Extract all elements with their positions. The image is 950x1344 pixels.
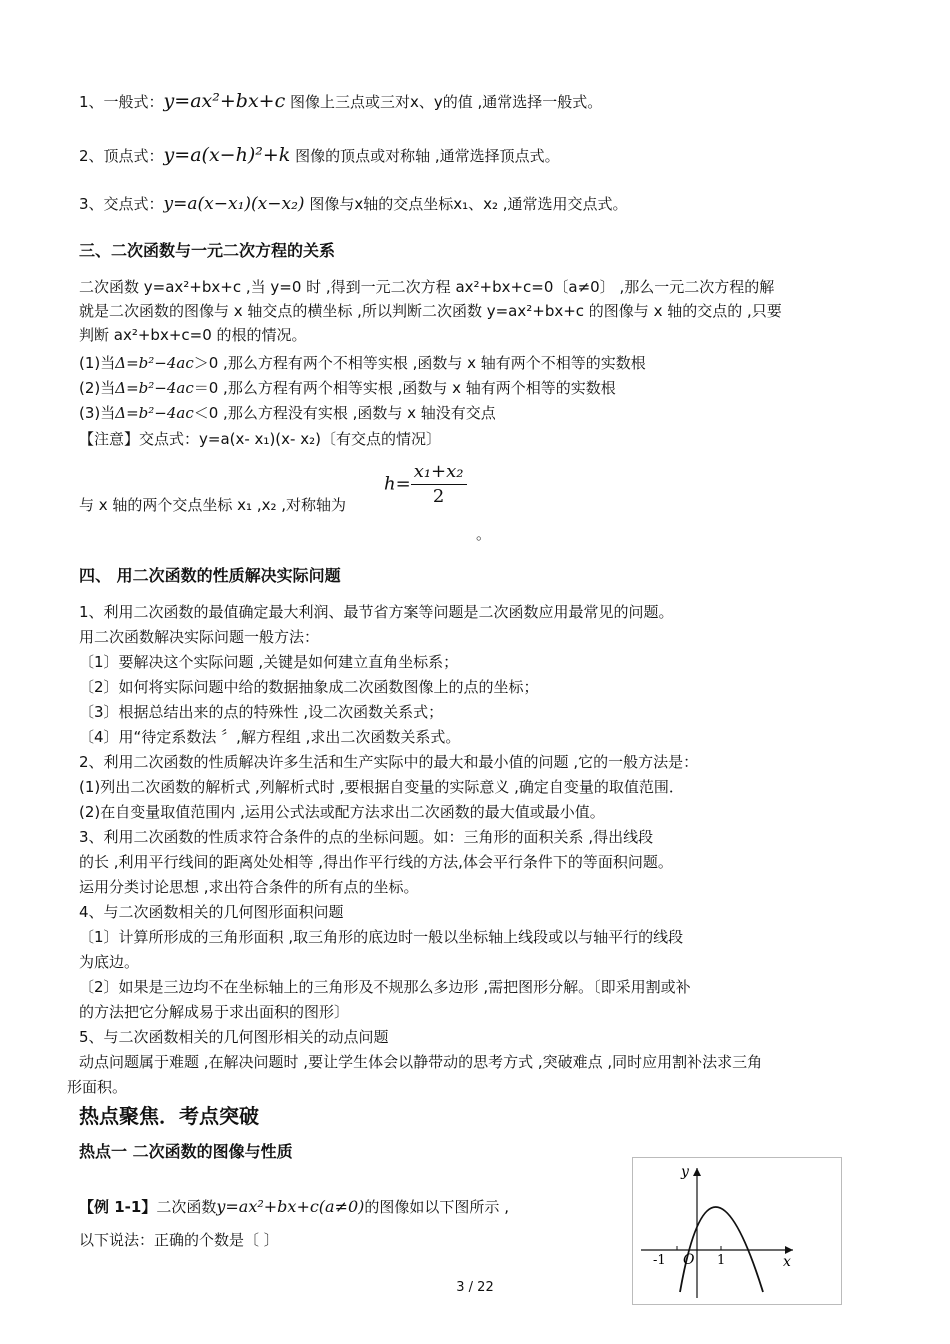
section4-line: 3、利用二次函数的性质求符合条件的点的坐标问题。如：三角形的面积关系 ,得出线段	[79, 828, 654, 846]
delta-expression: Δ=b²−4ac	[115, 354, 194, 372]
delta-expression: Δ=b²−4ac	[115, 404, 194, 422]
section4-line: 〔1〕计算所形成的三角形面积 ,取三角形的底边时一般以坐标轴上线段或以与轴平行的线段	[79, 928, 684, 946]
section4-line: 动点问题属于难题 ,在解决问题时 ,要让学生体会以静带动的思考方式 ,突破难点 ,同时应用割补法求三角	[79, 1053, 763, 1071]
case-negative: (3)当Δ=b²−4ac＜0 ,那么方程没有实根 ,函数与 x 轴没有交点	[79, 404, 496, 422]
section3-para-line: 判断 ax²+bx+c=0 的根的情况。	[79, 326, 307, 344]
hot-subheading: 热点一 二次函数的图像与性质	[79, 1142, 293, 1161]
neg1-label: -1	[653, 1253, 666, 1268]
section4-heading: 四、 用二次函数的性质解决实际问题	[79, 566, 341, 585]
section4-line: 〔2〕如何将实际问题中给的数据抽象成二次函数图像上的点的坐标；	[79, 678, 539, 696]
section4-line: 〔4〕用“待定系数法 〞,解方程组 ,求出二次函数关系式。	[79, 728, 461, 746]
general-formula: y=ax²+bx+c	[163, 90, 286, 112]
x-label: x	[783, 1254, 791, 1270]
axis-text: 与 x 轴的两个交点坐标 x₁ ,x₂ ,对称轴为	[79, 496, 347, 514]
section4-line: 运用分类讨论思想 ,求出符合条件的所有点的坐标。	[79, 878, 419, 896]
section4-line: (2)在自变量取值范围内 ,运用公式法或配方法求出二次函数的最大值或最小值。	[79, 803, 605, 821]
intercept-formula: y=a(x−x₁)(x−x₂)	[163, 194, 305, 214]
x-axis-arrow-icon	[785, 1246, 793, 1254]
form-vertex: 2、顶点式：y=a(x−h)²+k 图像的顶点或对称轴 ,通常选择顶点式。	[79, 144, 560, 166]
example-formula: y=ax²+bx+c(a≠0)	[216, 1197, 365, 1216]
delta-expression: Δ=b²−4ac	[115, 379, 194, 397]
case-zero: (2)当Δ=b²−4ac＝0 ,那么方程有两个相等实根 ,函数与 x 轴有两个相等的实数根	[79, 379, 616, 397]
end-mark: 。	[476, 525, 492, 543]
section4-line: 5、与二次函数相关的几何图形相关的动点问题	[79, 1028, 389, 1046]
origin-label: O	[683, 1252, 695, 1268]
example-label: 【例 1-1】	[79, 1198, 157, 1216]
note-line: 【注意】交点式：y=a(x- x₁)(x- x₂)〔有交点的情况〕	[79, 430, 441, 448]
example-line: 【例 1-1】二次函数y=ax²+bx+c(a≠0)的图像如以下图所示 ,	[79, 1197, 509, 1216]
section4-line: 2、利用二次函数的性质解决许多生活和生产实际中的最大和最小值的问题 ,它的一般方法是：	[79, 753, 699, 771]
section3-para-line: 就是二次函数的图像与 x 轴交点的横坐标 ,所以判断二次函数 y=ax²+bx+c 的图像与 x 轴的交点的 ,只要	[79, 302, 782, 320]
section4-line: 1、利用二次函数的最值确定最大利润、最节省方案等问题是二次函数应用最常见的问题。	[79, 603, 674, 621]
page-number: 3 / 22	[456, 1280, 494, 1295]
section3-para-line: 二次函数 y=ax²+bx+c ,当 y=0 时 ,得到一元二次方程 ax²+bx+c=0〔a≠0〕 ,那么一元二次方程的解	[79, 278, 775, 296]
section4-line: 〔3〕根据总结出来的点的特殊性 ,设二次函数关系式；	[79, 703, 444, 721]
section4-line: (1)列出二次函数的解析式 ,列解析式时 ,要根据自变量的实际意义 ,确定自变量的取值范围．	[79, 778, 684, 796]
section4-line: 4、与二次函数相关的几何图形面积问题	[79, 903, 344, 921]
axis-formula: h= $\frac{\text{x₁+x₂}}{2}$	[384, 460, 467, 509]
pos1-label: 1	[717, 1253, 726, 1268]
y-label: y	[681, 1164, 689, 1180]
section4-line: 〔2〕如果是三边均不在坐标轴上的三角形及不规那么多边形 ,需把图形分解。〔即采用割或补	[79, 978, 691, 996]
y-axis-arrow-icon	[693, 1168, 701, 1176]
form-general: 1、一般式：y=ax²+bx+c 图像上三点或三对x、y的值 ,通常选择一般式。	[79, 90, 603, 112]
section4-line: 的方法把它分解成易于求出面积的图形〕	[79, 1003, 350, 1021]
section4-line: 的长 ,利用平行线间的距离处处相等 ,得出作平行线的方法,体会平行条件下的等面积问题。	[79, 853, 673, 871]
vertex-formula: y=a(x−h)²+k	[163, 144, 291, 166]
example-question: 以下说法：正确的个数是〔 〕	[79, 1231, 279, 1249]
section4-line: 为底边。	[79, 953, 140, 971]
section4-line: 〔1〕要解决这个实际问题 ,关键是如何建立直角坐标系；	[79, 653, 459, 671]
section4-line: 用二次函数解决实际问题一般方法：	[79, 628, 320, 646]
form-intercept: 3、交点式：y=a(x−x₁)(x−x₂) 图像与x轴的交点坐标x₁、x₂ ,通常选用交点式。	[79, 194, 628, 214]
section3-heading: 三、二次函数与一元二次方程的关系	[79, 241, 336, 260]
case-positive: (1)当Δ=b²−4ac＞0 ,那么方程有两个不相等实根 ,函数与 x 轴有两个不相等的实数根	[79, 354, 646, 372]
section4-line: 形面积。	[67, 1078, 128, 1096]
hot-heading: 热点聚焦．考点突破	[79, 1104, 259, 1128]
